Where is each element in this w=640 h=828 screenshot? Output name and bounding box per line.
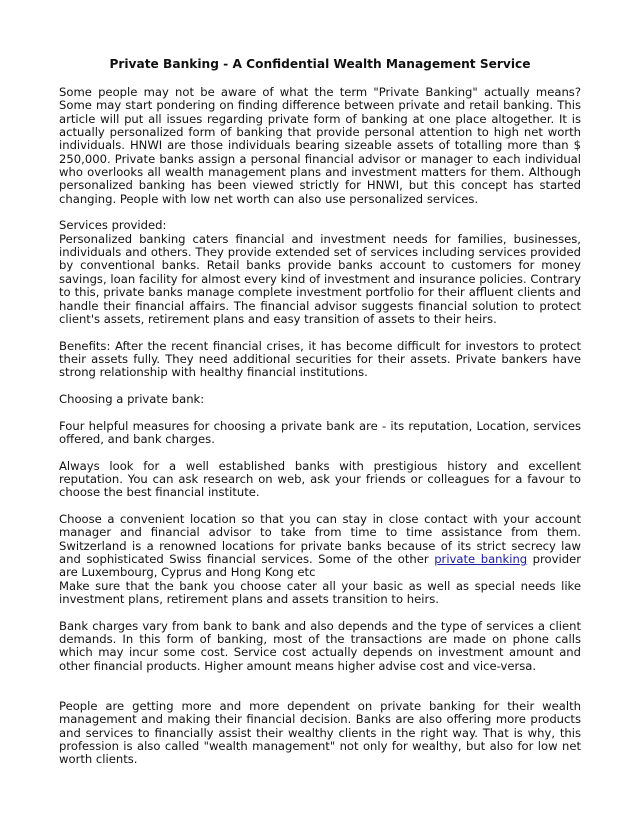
spacer — [59, 206, 581, 219]
needs-paragraph: Make sure that the bank you choose cater all your basic as well as special needs like investment plans, retirement plans and assets transition to heirs. — [59, 578, 581, 607]
location-text-before: Choose a convenient location so that you can stay in close contact with your account manager and financial advisor to take from time to time assistance from them. Switzerland is a renowned locations for private banks because of its strict secrecy law and sophisticated Swiss financial services. Some of the other — [59, 512, 581, 567]
services-heading: Services provided: — [59, 218, 167, 233]
location-paragraph — [59, 513, 581, 580]
benefits-paragraph: Benefits: After the recent financial crises, it has become difficult for investors to protect their assets fully. They need additional securities for their assets. Private bankers have strong relationship with healthy financial institutions. — [59, 338, 581, 380]
reputation-paragraph: Always look for a well established banks with prestigious history and excellent reputation. You can ask research on web, ask your friends or colleagues for a favour to choose the best financial institute. — [59, 458, 581, 500]
spacer — [59, 406, 581, 419]
document-page — [59, 56, 581, 767]
choosing-heading: Choosing a private bank: — [59, 391, 205, 406]
spacer — [59, 606, 581, 619]
spacer — [59, 380, 581, 393]
private-banking-link[interactable]: private banking — [434, 552, 528, 567]
measures-paragraph: Four helpful measures for choosing a private bank are - its reputation, Location, services offered, and bank charges. — [59, 418, 581, 446]
location-text-after: provider are Luxembourg, Cyprus and Hong Kong etc — [59, 552, 581, 580]
spacer — [59, 500, 581, 513]
spacer — [59, 446, 581, 459]
charges-paragraph: Bank charges vary from bank to bank and also depends and the type of services a client demands. In this form of banking, most of the transactions are made on phone calls which may incur some cost. Service cost actually depends on investment amount and other financial products. Higher amount means higher advise cost and vice-versa. — [59, 618, 581, 673]
services-paragraph: Personalized banking caters financial and investment needs for families, businesses, individuals and others. They provide extended set of services including services provided by conventional banks. Retail banks provide banks account to customers for money savings, loan facility for almost every kind of investment and insurance policies. Contrary to this, private banks manage complete investment portfolio for their affluent clients and handle their financial affairs. The financial advisor suggests financial solution to protect client's assets, retirement plans and easy transition of assets to their heirs. — [59, 231, 581, 326]
intro-paragraph: Some people may not be aware of what the term "Private Banking" actually means? Some may start pondering on finding difference between private and retail banking. This article will put all issues regarding private form of banking at one place altogether. It is actually personalized form of banking that provide personal attention to high net worth individuals. HNWI are those individuals bearing sizeable assets of totalling more than $ 250,000. Private banks assign a personal financial advisor or manager to each individual who overlooks all wealth management plans and investment matters for them. Although personalized banking has been viewed strictly for HNWI, but this concept has started changing. People with low net worth can also use personalized services. — [59, 85, 581, 206]
document-title: Private Banking - A Confidential Wealth Management Service — [109, 57, 531, 71]
spacer — [59, 326, 581, 339]
spacer — [59, 673, 581, 700]
conclusion-paragraph: People are getting more and more dependent on private banking for their wealth management and making their financial decision. Banks are also offering more products and services to financially assist their wealthy clients in the right way. That is why, this profession is also called "wealth management" not only for wealthy, but also for low net worth clients. — [59, 698, 581, 767]
